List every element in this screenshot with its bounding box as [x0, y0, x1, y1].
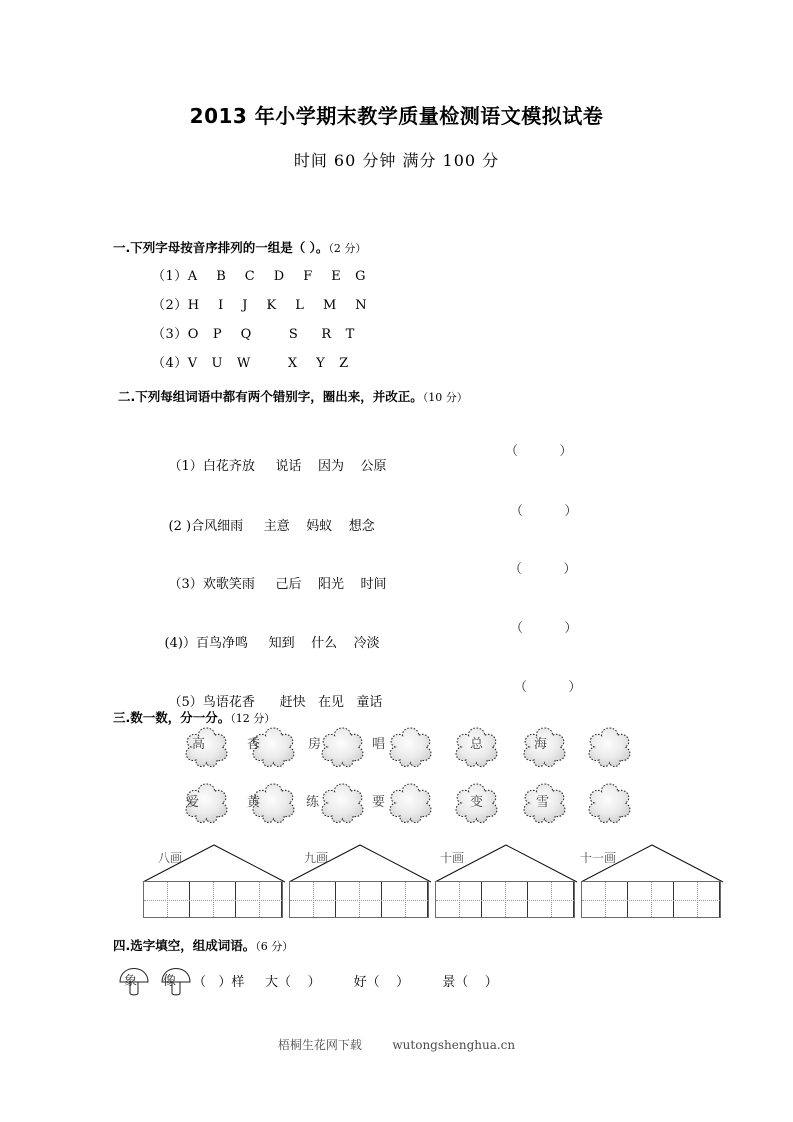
stroke-house-box — [578, 843, 726, 921]
page-title: 2013 年小学期末教学质量检测语文模拟试卷 — [189, 104, 604, 128]
grid-center-dash — [582, 900, 720, 901]
section-4-title: 四.选字填空，组成词语。 — [113, 938, 256, 953]
section-2-points: （10 分） — [422, 391, 468, 404]
flower-character: 爱 — [186, 795, 200, 810]
q2-row-words: 百鸟净鸣 知到 什么 冷淡 — [195, 636, 380, 651]
q2-word-row — [152, 440, 387, 489]
q1-option-row: （4）V U W X Y Z — [152, 356, 349, 371]
flower-shape — [585, 782, 634, 824]
flower-character: 变 — [470, 795, 484, 810]
section-3-title: 三.数一数，分一分。 — [113, 710, 231, 725]
footer-watermark: 梧桐生花网下载 wutongshenghua.cn — [277, 1038, 516, 1052]
house-stroke-label: 十一画 — [580, 851, 617, 865]
house-stroke-label: 十画 — [440, 851, 465, 865]
flower-shape — [386, 726, 435, 768]
house-grid[interactable] — [143, 881, 283, 918]
flower-character: 高 — [192, 737, 206, 752]
section-heading-1 — [113, 238, 366, 256]
q1-option-row: （2）H I J K L M N — [152, 298, 368, 313]
flower-character: 房 — [308, 737, 322, 752]
q2-row-label: (4)） — [164, 636, 196, 651]
house-stroke-label: 九画 — [304, 851, 329, 865]
flower-character: 海 — [534, 737, 548, 752]
flower-character: 唱 — [372, 737, 386, 752]
q2-answer-blank[interactable]: （ ） — [514, 680, 582, 695]
house-stroke-label: 八画 — [158, 851, 183, 865]
flower-character: 总 — [470, 737, 484, 752]
q2-row-label: （5） — [168, 695, 203, 710]
q1-option-row: （3）O P Q S R T — [152, 327, 355, 342]
q2-row-label: (2 ) — [168, 519, 192, 534]
flower-shape — [585, 726, 634, 768]
flower-shape — [182, 726, 231, 768]
flower-character: 香 — [247, 737, 261, 752]
house-grid[interactable] — [581, 881, 721, 918]
grid-center-dash — [290, 900, 428, 901]
section-heading-3 — [113, 708, 275, 726]
grid-center-dash — [436, 900, 574, 901]
q2-answer-blank[interactable]: （ ） — [509, 562, 577, 577]
flower-character: 练 — [306, 795, 320, 810]
section-3-points: （12 分） — [230, 712, 276, 725]
q2-word-row — [152, 500, 375, 549]
q2-row-words: 白花齐放 说话 因为 公原 — [202, 459, 387, 474]
mushroom-character: 象 — [124, 974, 138, 989]
stroke-house-box — [286, 843, 434, 921]
q2-answer-blank[interactable]: （ ） — [510, 504, 578, 519]
q2-row-label: （3） — [168, 577, 203, 592]
flower-character: 要 — [372, 795, 386, 810]
house-grid[interactable] — [289, 881, 429, 918]
section-1-points: （2 分） — [328, 242, 367, 255]
section-1-title: 一.下列字母按音序排列的一组是（ ）。 — [113, 240, 329, 255]
flower-shape — [318, 726, 367, 768]
q1-option-row: （1）A B C D F E G — [152, 269, 367, 284]
section-2-title: 二.下列每组词语中都有两个错别字，圈出来，并改正。 — [118, 389, 423, 404]
flower-shape — [386, 782, 435, 824]
mushroom-character: 像 — [163, 974, 177, 989]
q2-row-label: （1） — [168, 459, 203, 474]
section-heading-4 — [113, 936, 293, 954]
flower-character: 黄 — [247, 795, 261, 810]
page-subtitle: 时间 60 分钟 满分 100 分 — [293, 151, 500, 170]
grid-center-dash — [144, 900, 282, 901]
q2-row-words: 鸟语花香 赶快 在见 童话 — [202, 695, 383, 710]
q4-blank-items[interactable]: （ ）样 大（ ） 好（ ） 景（ ） — [193, 975, 498, 990]
section-heading-2 — [118, 387, 468, 405]
flower-character: 雪 — [536, 795, 550, 810]
q2-answer-blank[interactable]: （ ） — [510, 621, 578, 636]
stroke-house-box — [432, 843, 580, 921]
q2-word-row — [152, 558, 387, 607]
section-4-points: （6 分） — [255, 940, 294, 953]
q2-row-words: 欢歌笑雨 己后 阳光 时间 — [202, 577, 387, 592]
house-grid[interactable] — [435, 881, 575, 918]
q2-word-row — [148, 617, 380, 666]
q2-answer-blank[interactable]: （ ） — [505, 444, 573, 459]
stroke-house-box — [140, 843, 288, 921]
flower-shape — [318, 782, 367, 824]
q2-row-words: 合风细雨 主意 妈蚁 想念 — [191, 519, 375, 534]
